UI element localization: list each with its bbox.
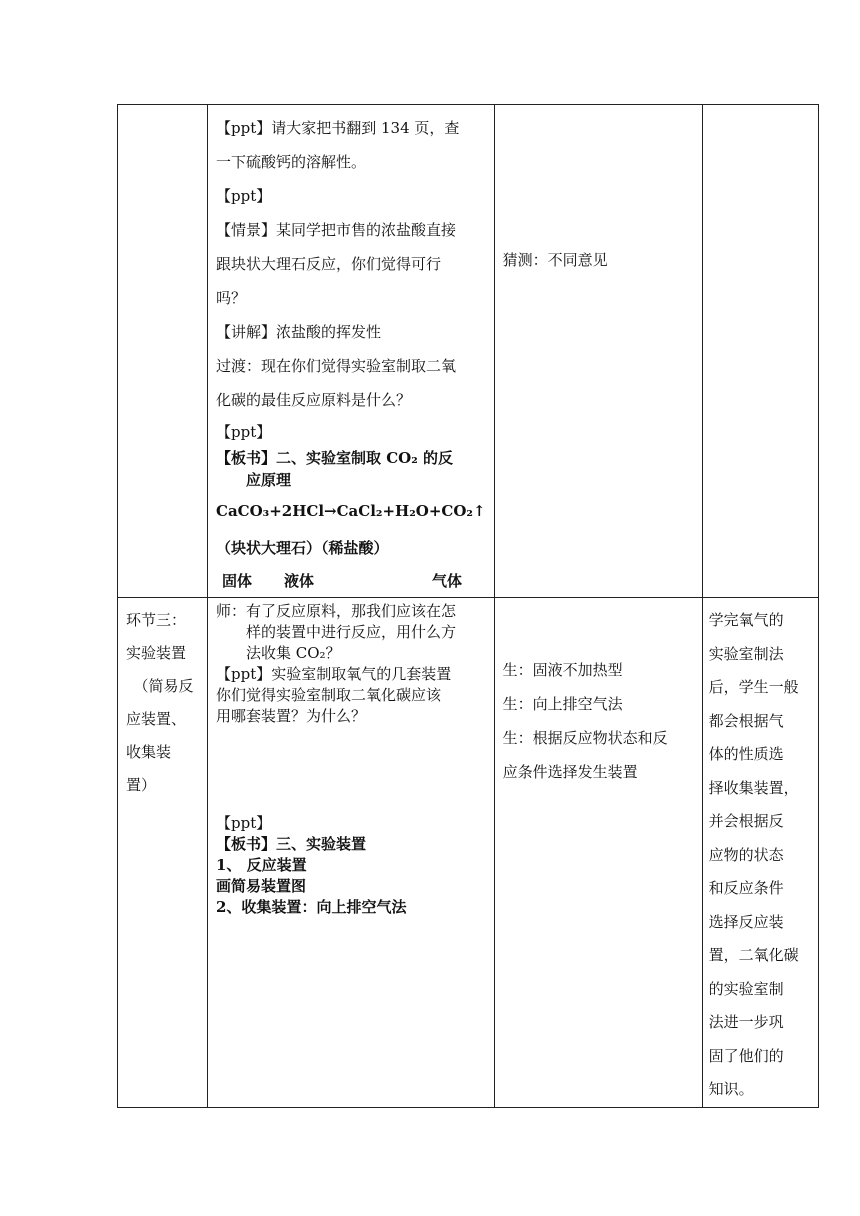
intent-text: 选择反应装 (708, 912, 784, 931)
text-line: 法收集 CO₂？ (246, 644, 341, 662)
intent-text: 都会根据气 (708, 711, 784, 730)
state-solid: 固体 (222, 572, 253, 590)
student-text: 应条件选择发生装置 (502, 763, 638, 781)
state-gas: 气体 (432, 572, 463, 590)
intent-text: 并会根据反 (708, 812, 784, 830)
student-activity-cell (494, 105, 702, 598)
table-row (118, 105, 819, 598)
design-intent-cell (702, 105, 818, 598)
chemical-equation: CaCO₃+2HCl→CaCl₂+H₂O+CO₂↑ (216, 502, 486, 520)
text-line: 化碳的最佳反应原料是什么？ (216, 391, 412, 409)
stage-cell (118, 598, 208, 1108)
student-text: 猜测：不同意见 (502, 251, 608, 269)
stage-text: （简易反 (133, 677, 194, 695)
lesson-plan-table (117, 104, 819, 1108)
intent-text: 法进一步巩 (708, 1013, 784, 1031)
text-line: 跟块状大理石反应，你们觉得可行 (216, 255, 442, 273)
states-line (216, 565, 486, 597)
intent-text: 和反应条件 (708, 879, 784, 897)
text-line: 一下硫酸钙的溶解性。 (216, 153, 367, 171)
state-liquid: 液体 (284, 572, 315, 590)
design-intent-cell (702, 598, 818, 1108)
intent-text: 体的性质选 (708, 745, 784, 763)
stage-text: 置） (126, 776, 157, 794)
intent-text: 的实验室制 (708, 979, 784, 998)
text-line: 【情景】某同学把市售的浓盐酸直接 (216, 221, 457, 239)
board-line: 1、 反应装置 (216, 856, 307, 874)
intent-text: 学完氧气的 (708, 611, 784, 629)
student-activity-cell (494, 598, 702, 1108)
text-line: 【ppt】 (216, 423, 272, 441)
text-line: 【ppt】请大家把书翻到 134 页，查 (216, 119, 460, 137)
intent-text: 固了他们的 (708, 1046, 784, 1065)
reactant-names: （块状大理石）（稀盐酸） (216, 539, 389, 557)
teacher-activity-cell (208, 105, 495, 598)
stage-text: 收集装 (126, 743, 172, 761)
stage-text: 应装置、 (126, 710, 187, 728)
student-text: 生：固液不加热型 (502, 661, 623, 679)
board-line: 2、收集装置：向上排空气法 (216, 898, 407, 916)
text-line: 【ppt】 (216, 814, 272, 832)
student-text: 生：根据反应物状态和反 (502, 729, 668, 747)
stage-text: 实验装置 (126, 644, 187, 662)
text-line: 【ppt】 (216, 187, 272, 205)
text-line: 【讲解】浓盐酸的挥发性 (216, 323, 382, 341)
intent-text: 知识。 (708, 1080, 754, 1098)
text-line: 你们觉得实验室制取二氧化碳应该 (216, 686, 442, 704)
stage-text: 环节三： (126, 611, 187, 629)
intent-text: 实验室制法 (708, 644, 784, 663)
text-line: 【ppt】实验室制取氧气的几套装置 (216, 665, 452, 683)
text-line: 吗？ (216, 289, 247, 307)
student-text: 生：向上排空气法 (502, 695, 623, 713)
intent-text: 置，二氧化碳 (708, 946, 799, 964)
text-line: 过渡：现在你们觉得实验室制取二氧 (216, 357, 457, 375)
stage-cell (118, 105, 208, 598)
text-line: 用哪套装置？为什么？ (216, 707, 367, 725)
intent-text: 应物的状态 (708, 845, 784, 864)
text-line: 样的装置中进行反应，用什么方 (246, 623, 457, 641)
table-row (118, 598, 819, 1108)
intent-text: 后，学生一般 (708, 678, 799, 696)
board-line: 画简易装置图 (216, 877, 307, 895)
teacher-activity-cell (208, 598, 495, 1108)
board-title-cont: 应原理 (246, 471, 292, 489)
board-line: 【板书】三、实验装置 (216, 835, 367, 853)
intent-text: 择收集装置， (708, 778, 799, 797)
board-title: 【板书】二、实验室制取 CO₂ 的反 (216, 449, 454, 467)
text-line: 师：有了反应原料，那我们应该在怎 (216, 602, 457, 620)
